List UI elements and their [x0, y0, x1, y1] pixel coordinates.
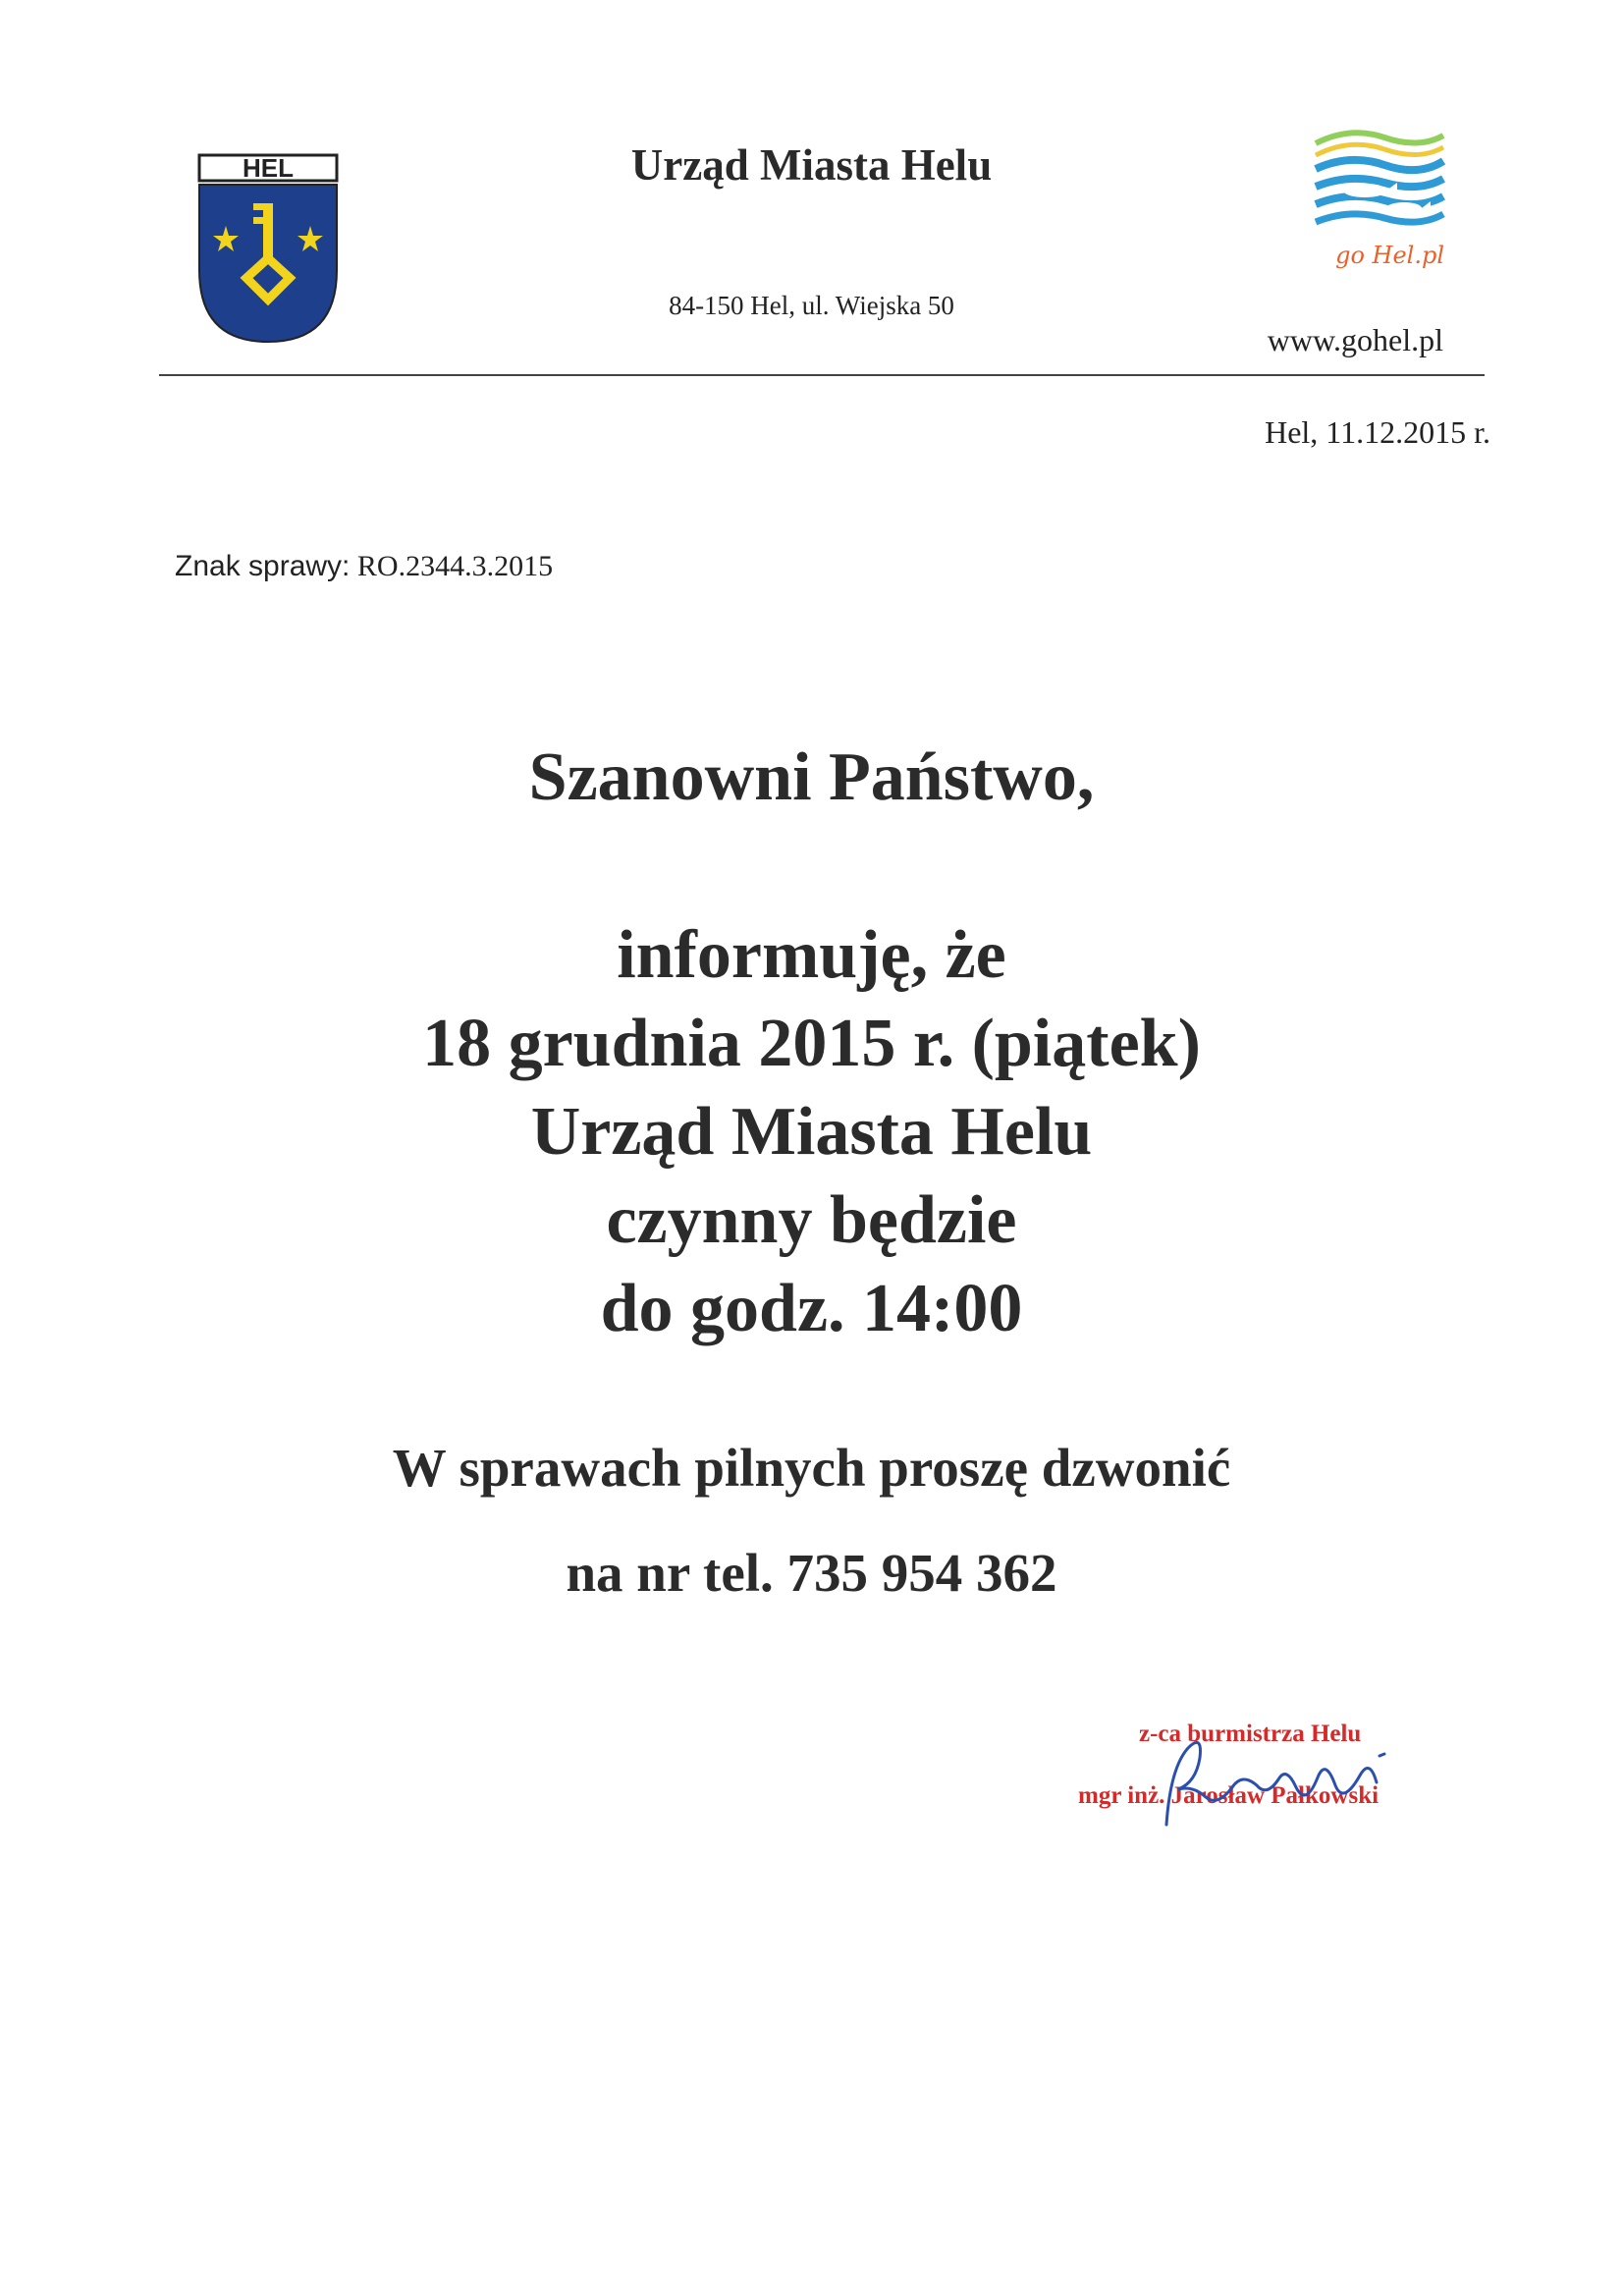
- salutation: Szanowni Państwo,: [528, 739, 1095, 815]
- gohel-fish-logo-icon: [1311, 126, 1448, 273]
- handwritten-signature-icon: [1149, 1728, 1443, 1836]
- notice-block: [0, 911, 1623, 1353]
- gohel-logo-text: go Hel.pl: [1335, 242, 1444, 269]
- office-address: 84-150 Hel, ul. Wiejska 50: [669, 291, 954, 320]
- stamp-name: mgr inż. Jarosław Pałkowski: [1078, 1782, 1380, 1809]
- document-date: Hel, 11.12.2015 r.: [1265, 414, 1490, 450]
- case-reference: [175, 550, 553, 583]
- website-link[interactable]: www.gohel.pl: [1267, 322, 1443, 357]
- office-title: Urząd Miasta Helu: [630, 140, 993, 190]
- header-divider: [159, 374, 1485, 376]
- notice-line: informuję, że: [617, 917, 1006, 993]
- urgent-contact-line: W sprawach pilnych proszę dzwonić: [392, 1438, 1231, 1498]
- stamp-role: z-ca burmistrza Helu: [1139, 1721, 1362, 1747]
- notice-line: do godz. 14:00: [600, 1271, 1023, 1346]
- crest-label: HEL: [243, 153, 294, 183]
- notice-line: czynny będzie: [606, 1182, 1017, 1258]
- case-number: RO.2344.3.2015: [356, 550, 554, 582]
- notice-line: Urząd Miasta Helu: [530, 1094, 1093, 1170]
- notice-line: 18 grudnia 2015 r. (piątek): [422, 1006, 1201, 1081]
- phone-number-line: na nr tel. 735 954 362: [566, 1543, 1057, 1603]
- case-label: Znak sprawy:: [175, 550, 351, 582]
